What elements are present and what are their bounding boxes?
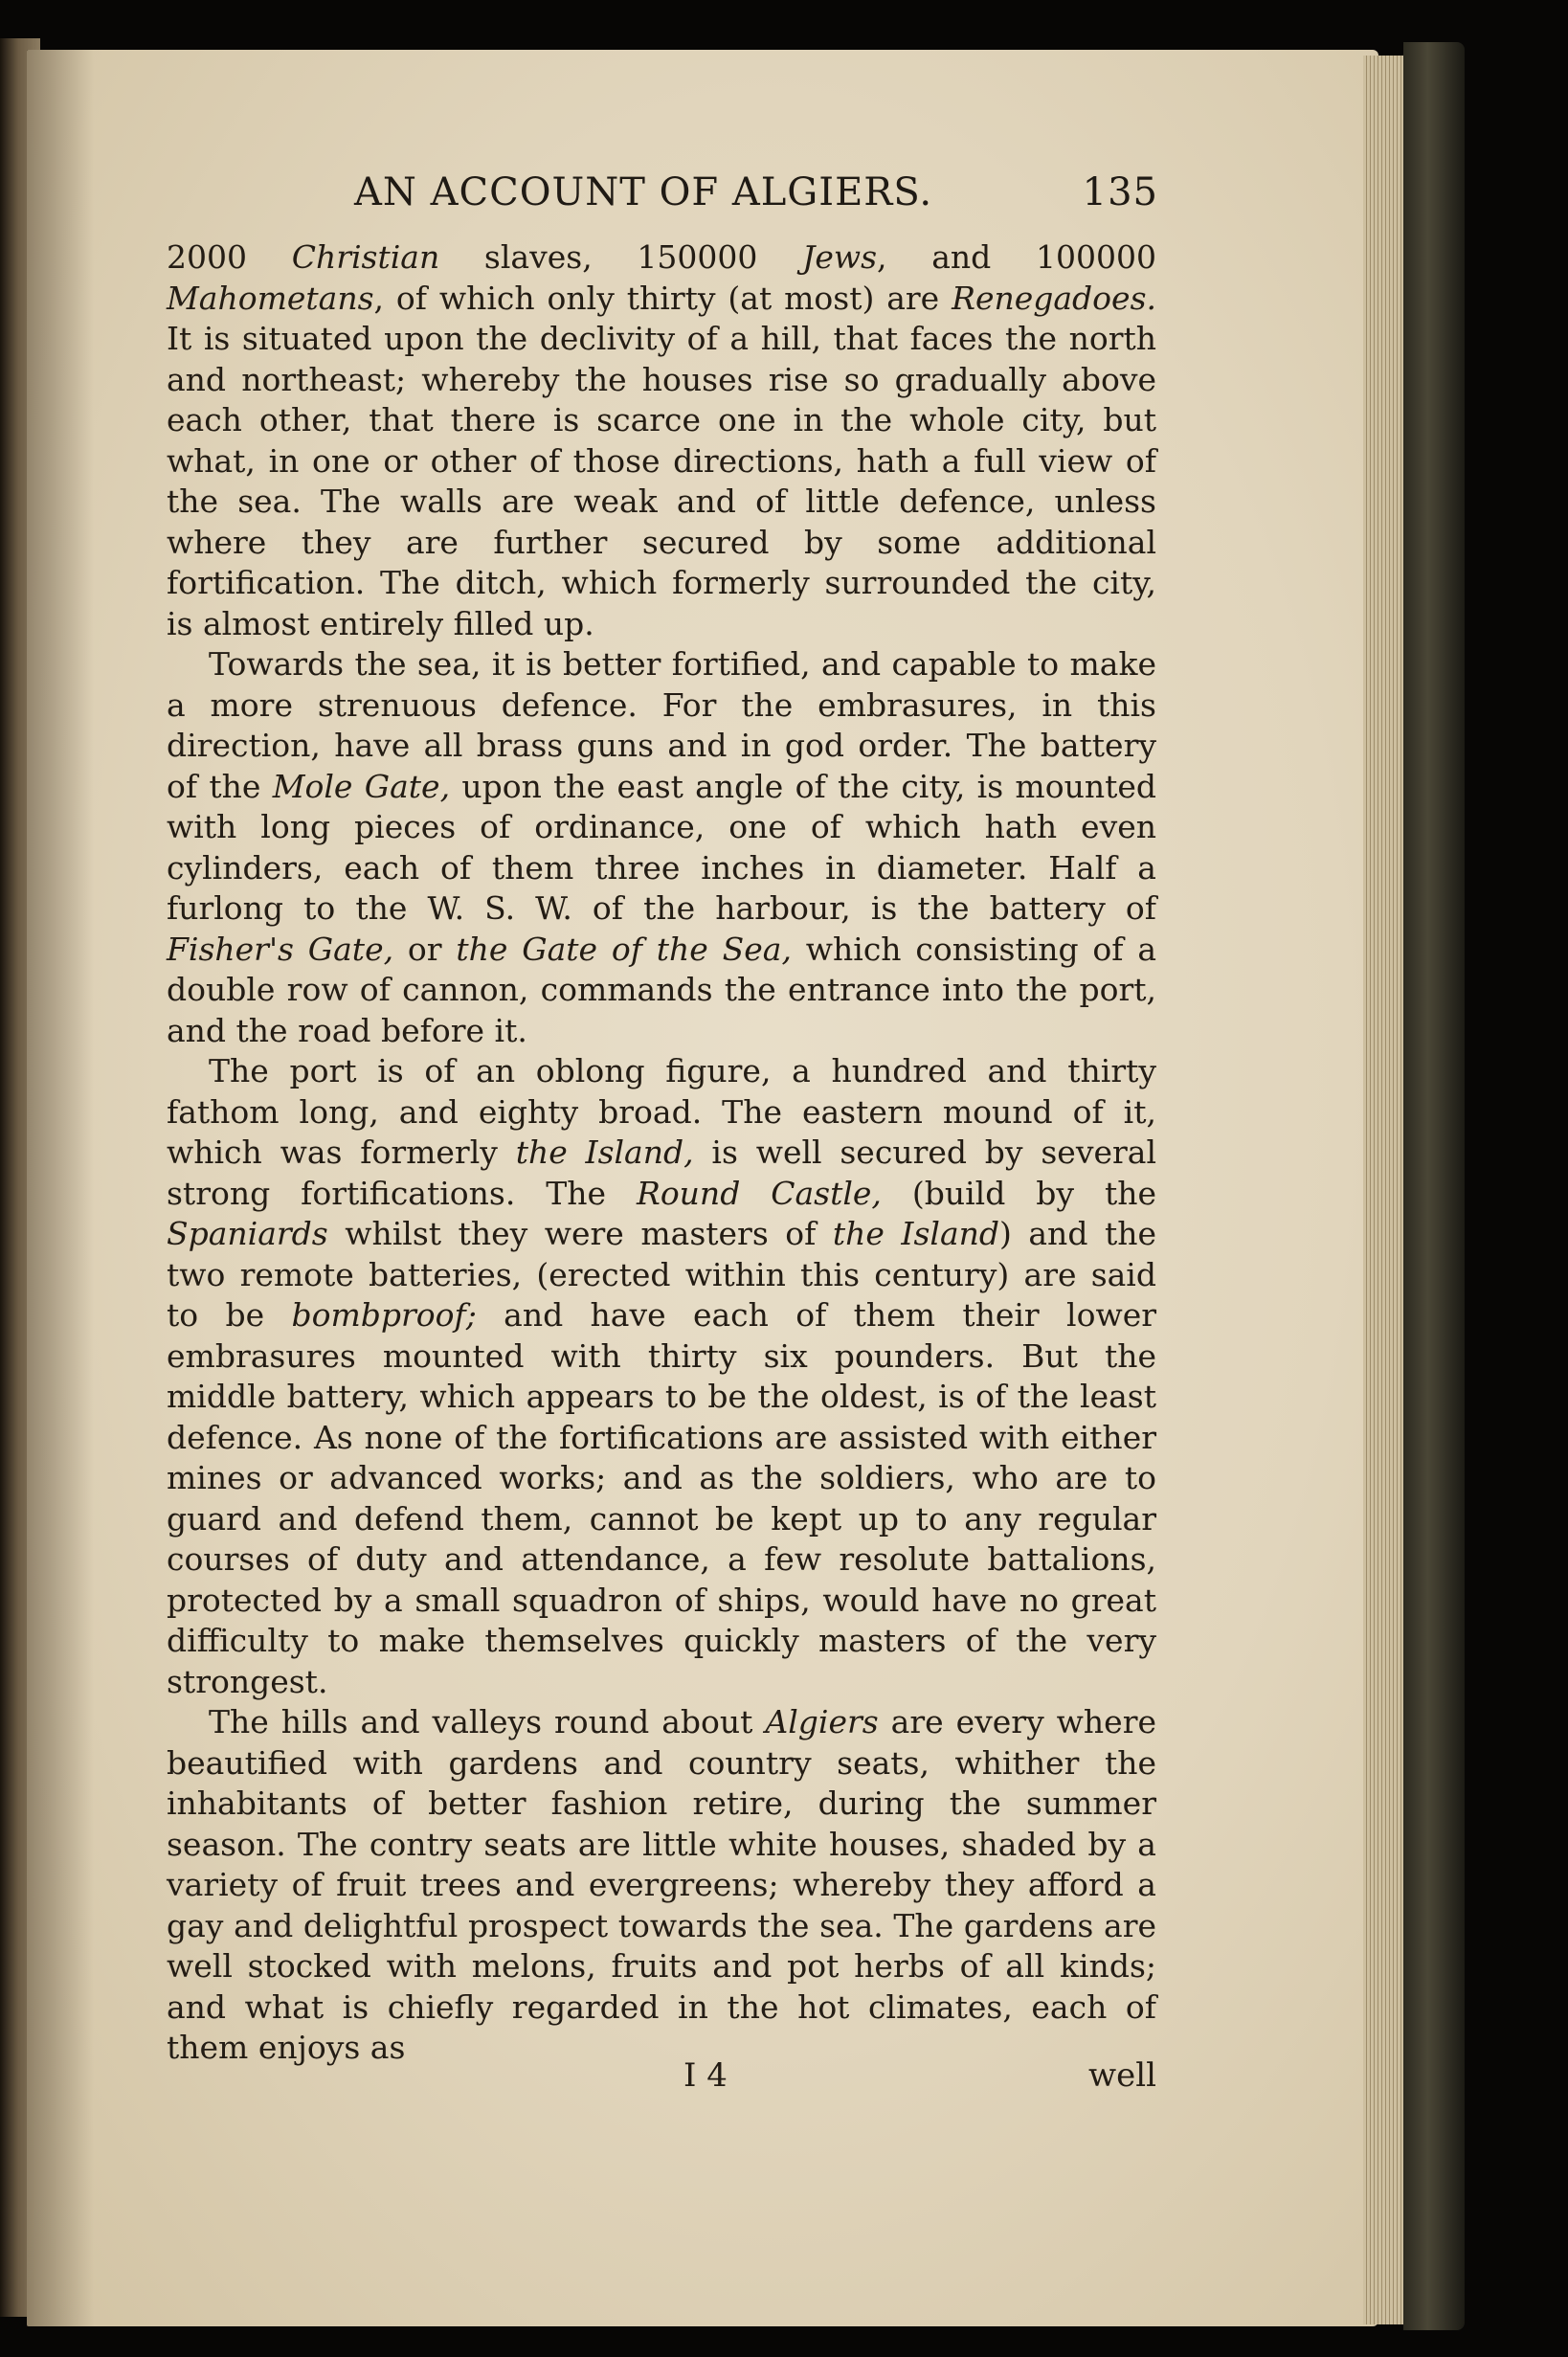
page-number: 135 bbox=[1082, 170, 1158, 214]
gutter-shadow bbox=[27, 50, 94, 2326]
running-title: AN ACCOUNT OF ALGIERS. bbox=[354, 170, 933, 214]
page-footer bbox=[167, 2056, 1156, 2104]
paragraph-2: Towards the sea, it is better fortified, and capable to make a more strenuous defence. For the embrasures, in this direction, have all brass guns and in god order. The battery of the Mole Gate, upon the east angle of the city, is mounted with long pieces of ordinance, one of which hath even cylinders, each of them three inches in diameter. Half a furlong to the W. S. W. of the harbour, is the battery of Fisher's Gate, or the Gate of the Sea, which consisting of a double row of cannon, commands the entrance into the port, and the road before it. bbox=[167, 645, 1157, 1049]
catchword: well bbox=[1088, 2056, 1156, 2095]
signature-mark: I 4 bbox=[683, 2056, 728, 2095]
paragraph-3: The port is of an oblong figure, a hundred and thirty fathom long, and eighty broad. The eastern mound of it, which was formerly the Island, is well secured by several strong fortifications. The Round Castle, (build by the Spaniards whilst they were masters of the Island) and the two remote batteries, (erected within this century) are said to be bombproof; and have each of them their lower embrasures mounted with thirty six pounders. But the middle battery, which appears to be the oldest, is of the least defence. As none of the fortifications are assisted with either mines or advanced works; and as the soldiers, who are to guard and defend them, cannot be kept up to any regular courses of duty and attendance, a few resolute battalions, protected by a small squadron of ships, would have no great difficulty to make themselves quickly masters of the very strongest. bbox=[167, 1052, 1157, 1700]
page-block-edge bbox=[1363, 56, 1405, 2324]
paragraph-4: The hills and valleys round about Algiers are every where beautified with gardens and country seats, whither the inhabitants of better fashion retire, during the summer season. The contry seats are little white houses, shaded by a variety of fruit trees and evergreens; whereby they afford a gay and delightful prospect towards the sea. The gardens are well stocked with melons, fruits and pot herbs of all kinds; and what is chiefly regarded in the hot climates, each of them enjoys as bbox=[167, 1703, 1157, 2066]
body-text bbox=[167, 237, 1156, 2069]
paragraph-1: 2000 Christian slaves, 150000 Jews, and 100000 Mahometans, of which only thirty (at most) are Renegadoes. It is situated upon the declivity of a hill, that faces the north and northeast; whereby the houses rise so gradually above each other, that there is scarce one in the whole city, but what, in one or other of those directions, hath a full view of the sea. The walls are weak and of little defence, unless where they are further secured by some additional fortification. The ditch, which formerly surrounded the city, is almost entirely filled up. bbox=[167, 238, 1156, 642]
page-header bbox=[354, 170, 1158, 228]
book-cover-edge bbox=[1403, 42, 1465, 2330]
